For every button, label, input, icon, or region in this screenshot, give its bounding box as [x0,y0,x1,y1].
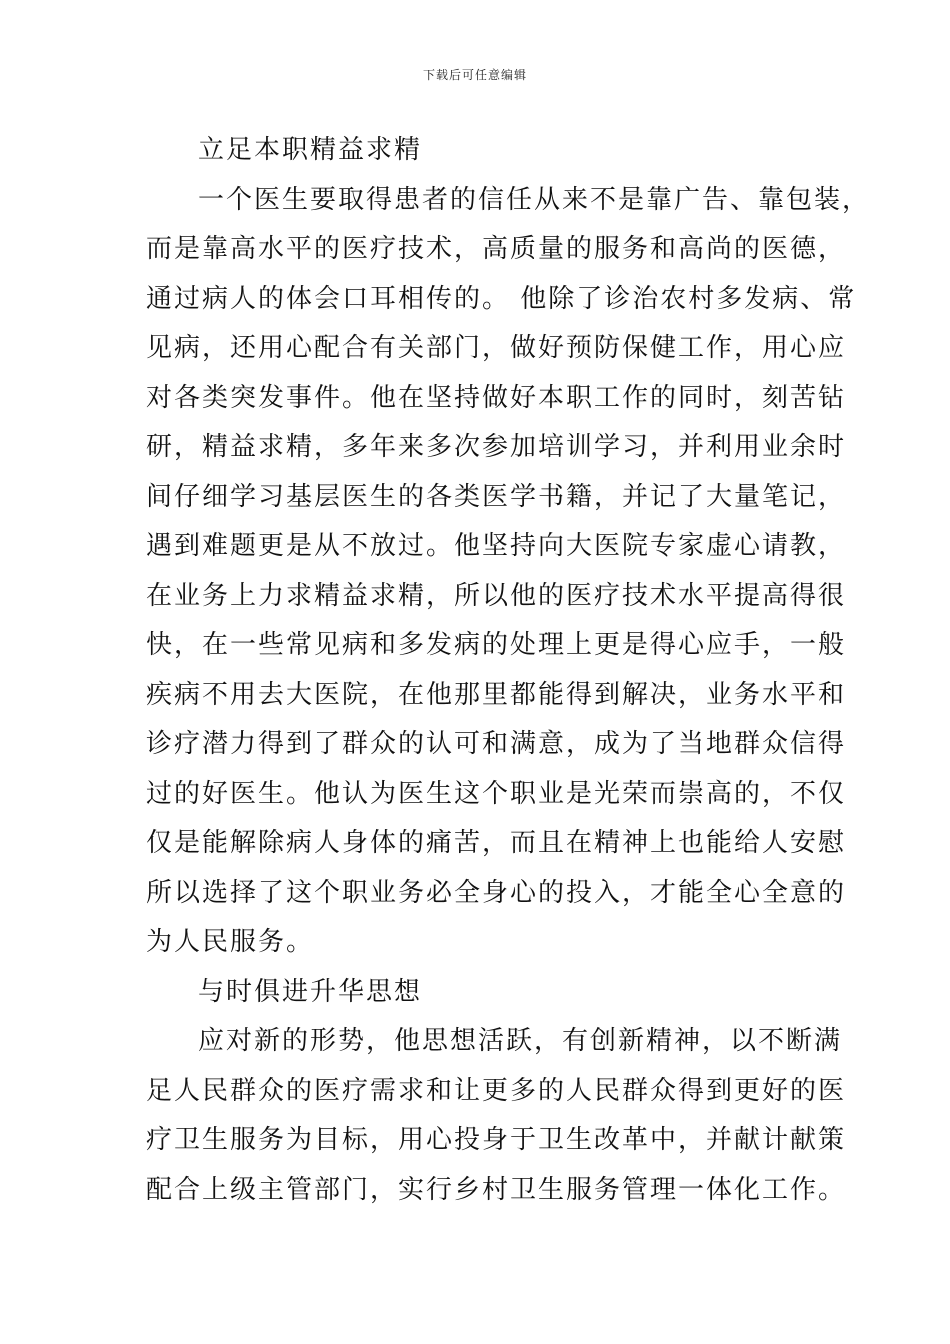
paragraph-line: 研，精益求精，多年来多次参加培训学习，并利用业余时 [146,432,847,462]
paragraph-line: 疗卫生服务为目标，用心投身于卫生改革中，并献计献策 [146,1125,847,1155]
paragraph-line: 仅是能解除病人身体的痛苦，而且在精神上也能给人安慰 [146,828,847,858]
paragraph-line: 应对新的形势，他思想活跃，有创新精神，以不断满 [198,1026,843,1056]
section-heading: 立足本职精益求精 [198,135,423,165]
section-heading: 与时俱进升华思想 [198,976,423,1007]
paragraph-line: 而是靠高水平的医疗技术，高质量的服务和高尚的医德， [146,234,847,264]
paragraph-line: 所以选择了这个职业务必全身心的投入，才能全心全意的 [146,877,847,908]
paragraph-line: 过的好医生。他认为医生这个职业是光荣而崇高的，不仅 [146,778,847,809]
paragraph-line: 在业务上力求精益求精，所以他的医疗技术水平提高得很 [146,580,847,611]
header-note: 下载后可任意编辑 [422,68,527,82]
paragraph-line: 疾病不用去大医院，在他那里都能得到解决，业务水平和 [146,679,847,710]
paragraph-line: 配合上级主管部门，实行乡村卫生服务管理一体化工作。 [146,1174,847,1205]
document-body [146,126,871,1215]
paragraph-line: 间仔细学习基层医生的各类医学书籍，并记了大量笔记， [146,481,847,512]
paragraph-line: 见病，还用心配合有关部门，做好预防保健工作，用心应 [146,333,847,363]
paragraph-line: 为人民服务。 [146,927,315,957]
paragraph-line: 遇到难题更是从不放过。他坚持向大医院专家虚心请教， [146,531,847,561]
paragraph-line: 快，在一些常见病和多发病的处理上更是得心应手，一般 [146,630,847,660]
paragraph-line: 通过病人的体会口耳相传的。 他除了诊治农村多发病、常 [146,283,857,314]
paragraph-line: 诊疗潜力得到了群众的认可和满意，成为了当地群众信得 [146,729,847,759]
paragraph-line: 对各类突发事件。他在坚持做好本职工作的同时，刻苦钻 [146,382,847,413]
paragraph-line: 足人民群众的医疗需求和让更多的人民群众得到更好的医 [146,1075,847,1106]
paragraph-line: 一个医生要取得患者的信任从来不是靠广告、靠包装， [198,184,871,215]
